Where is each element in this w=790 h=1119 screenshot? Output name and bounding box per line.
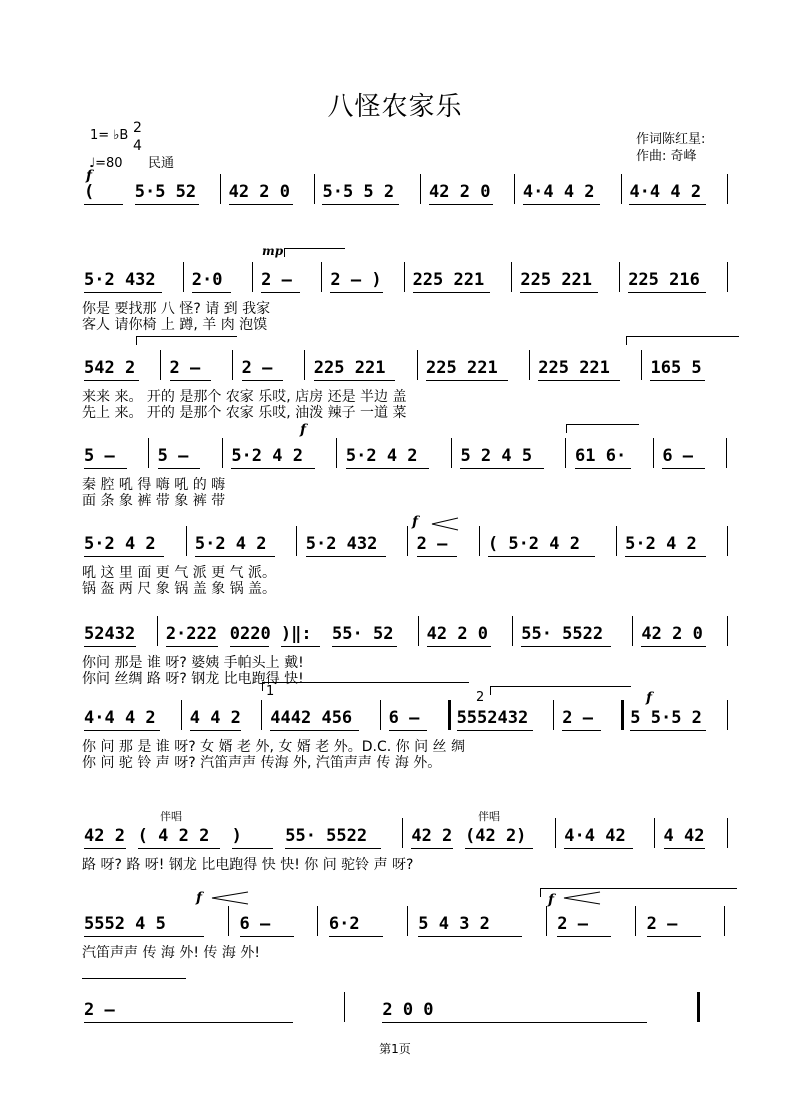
score-line-5 <box>78 534 740 604</box>
barline <box>404 262 405 292</box>
dynamic-f-3: f <box>412 514 419 530</box>
note-group: 42 2 0 <box>641 624 703 644</box>
barline <box>726 438 727 468</box>
barline <box>553 700 554 730</box>
underline-beam <box>84 1022 293 1023</box>
note-group: 2 – <box>169 358 201 378</box>
barline <box>511 262 512 292</box>
barline <box>632 616 633 646</box>
underline-beam <box>322 204 399 205</box>
barline <box>228 906 229 936</box>
underline-beam <box>229 204 293 205</box>
underline-beam <box>84 380 139 381</box>
lyrics-verse-1: 吼 这 里 面 更 气 派 更 气 派。 <box>82 565 277 581</box>
barline <box>304 350 305 380</box>
underline-beam <box>135 204 199 205</box>
barline <box>727 818 728 848</box>
underline-beam <box>84 730 160 731</box>
note-group: 2 – ) <box>330 270 382 290</box>
dynamic-f-2: f <box>300 422 307 438</box>
accompaniment-mark-2: 伴唱 <box>478 810 500 823</box>
volta-2-label: 2 <box>476 690 485 705</box>
note-group: 5552 4 5 <box>84 914 166 934</box>
underline-beam <box>630 730 706 731</box>
lyrics-verse-1: 来来 来。 开的 是那个 农家 乐哎, 店房 还是 半边 盖 <box>82 389 407 405</box>
page-number: 第1页 <box>379 1042 411 1056</box>
note-group: 4·4 4 2 <box>629 182 702 202</box>
note-group: 2 – <box>562 708 594 728</box>
underline-beam <box>523 204 600 205</box>
underline-beam <box>192 292 231 293</box>
barline <box>252 262 253 292</box>
volta-bracket-6 <box>566 424 639 433</box>
volta-bracket-5 <box>626 336 739 345</box>
barline <box>222 438 223 468</box>
note-group: ( 5·2 4 2 <box>487 534 580 554</box>
note-group: 5·2 4 2 <box>345 446 418 466</box>
note-group: (42 2) <box>465 826 527 846</box>
note-group: 2 – <box>416 534 448 554</box>
barline <box>621 700 624 730</box>
underline-beam <box>84 556 164 557</box>
underline-beam <box>538 380 620 381</box>
underline-beam <box>628 292 706 293</box>
lyrics-verse-1: 路 呀? 路 呀! 钢龙 比电跑得 快 快! 你 问 驼铃 声 呀? <box>82 857 414 873</box>
barline <box>344 992 345 1022</box>
note-group: 225 221 <box>313 358 386 378</box>
lyrics-verse-2: 你问 丝绸 路 呀? 钢龙 比电跑得 快! <box>82 671 304 687</box>
barline <box>621 174 622 204</box>
dynamic-f-4: f <box>646 690 653 706</box>
note-group: 5 5·5 2 <box>630 708 702 728</box>
note-group: 55· 5522 <box>521 624 604 644</box>
underline-beam <box>460 468 543 469</box>
note-group: 4·4 42 <box>564 826 626 846</box>
barline <box>697 992 700 1022</box>
key-signature: 1= ♭B <box>90 128 129 143</box>
barline <box>448 700 451 730</box>
underline-beam <box>650 380 705 381</box>
note-group: 6 – <box>239 914 271 934</box>
note-group: 6·2 <box>328 914 360 934</box>
score-line-4 <box>78 446 740 516</box>
note-group: 225 221 <box>538 358 610 378</box>
note-group: 5 – <box>84 446 115 466</box>
barline <box>512 616 513 646</box>
crescendo-hairpin-1 <box>430 516 460 532</box>
barline <box>727 700 728 730</box>
dynamic-f-1: f <box>86 168 93 184</box>
underline-beam <box>314 380 396 381</box>
note-group: 5·2 4 2 <box>194 534 267 554</box>
note-group: 4·4 4 2 <box>84 708 156 728</box>
barline <box>407 526 408 556</box>
underline-beam <box>521 646 611 647</box>
lyrics-verse-2: 你 问 驼 铃 声 呀? 汽笛声声 传海 外, 汽笛声声 传 海 外。 <box>82 755 442 771</box>
lyrics-verse-1: 你 问 那 是 谁 呀? 女 婿 老 外, 女 婿 老 外。D.C. 你 问 丝 绸 <box>82 739 465 755</box>
underline-beam <box>625 556 705 557</box>
note-group: 0220 <box>229 624 271 644</box>
note-group: 5·2 432 <box>84 270 156 290</box>
volta-bracket-1 <box>262 682 469 691</box>
underline-beam <box>629 204 706 205</box>
note-group: ( 4 2 2 <box>137 826 210 846</box>
time-signature-top: 2 <box>133 120 142 136</box>
barline <box>654 818 655 848</box>
underline-beam <box>306 556 386 557</box>
barline <box>555 818 556 848</box>
underline-beam <box>329 936 383 937</box>
barline <box>181 700 182 730</box>
barline <box>314 174 315 204</box>
volta-bracket-7 <box>540 888 737 897</box>
barline <box>546 906 547 936</box>
note-group: 42 2 <box>84 826 125 846</box>
barline <box>641 350 642 380</box>
barline <box>148 438 149 468</box>
dynamic-mp: mp <box>262 244 284 258</box>
lyrics-verse-2: 锅 盔 两 尺 象 锅 盖 象 锅 盖。 <box>82 581 277 597</box>
note-group: 55· 52 <box>332 624 394 644</box>
underline-beam <box>662 468 705 469</box>
underline-beam <box>230 646 269 647</box>
note-group: 542 2 <box>84 358 136 378</box>
barline <box>724 906 725 936</box>
note-group: 42 2 0 <box>426 624 489 644</box>
underline-beam <box>418 936 522 937</box>
barline <box>514 174 515 204</box>
note-group: 5 2 4 5 <box>460 446 533 466</box>
underline-beam <box>240 936 294 937</box>
note-group: 42 2 0 <box>228 182 291 202</box>
barline <box>220 174 221 204</box>
barline <box>727 616 728 646</box>
barline <box>653 438 654 468</box>
underline-beam <box>242 380 283 381</box>
time-signature-bottom: 4 <box>133 138 142 154</box>
note-group: 2·222 <box>165 624 217 644</box>
underline-beam <box>84 646 136 647</box>
barline <box>420 174 421 204</box>
underline-beam <box>346 468 429 469</box>
note-group: ) <box>231 826 242 846</box>
note-group: 2 – <box>241 358 273 378</box>
tempo-mark: ♩=80 <box>89 156 123 171</box>
barline <box>186 526 187 556</box>
note-group: 2 – <box>557 914 588 934</box>
dynamic-f-6: f <box>548 892 555 908</box>
barline <box>616 526 617 556</box>
underline-beam <box>281 646 320 647</box>
underline-beam <box>564 848 632 849</box>
barline <box>565 438 566 468</box>
note-group: 225 221 <box>412 270 485 290</box>
score-line-1 <box>78 182 740 252</box>
underline-beam <box>332 646 397 647</box>
lyrics-verse-1: 秦 腔 吼 得 嗨 吼 的 嗨 <box>82 477 226 493</box>
volta-1-label: 1 <box>266 684 275 699</box>
barline <box>336 438 337 468</box>
note-group: 4 4 2 <box>189 708 241 728</box>
page-title: 八怪农家乐 <box>327 92 463 122</box>
underline-beam <box>270 730 359 731</box>
barline <box>321 262 322 292</box>
lyrics-verse-2: 先上 来。 开的 是那个 农家 乐哎, 油泼 辣子 一道 菜 <box>82 405 407 421</box>
note-group: 2 – <box>646 914 678 934</box>
note-group: 4442 456 <box>270 708 353 728</box>
note-group: 5·2 4 2 <box>231 446 303 466</box>
volta-bracket-4 <box>136 336 237 345</box>
underline-beam <box>488 556 595 557</box>
lyrics-verse-1: 汽笛声声 传 海 外! 传 海 外! <box>82 945 260 961</box>
dynamic-f-5: f <box>196 890 203 906</box>
underline-beam <box>232 848 274 849</box>
style-mark: 民通 <box>148 156 175 171</box>
note-group: 6 – <box>388 708 420 728</box>
barline <box>727 526 728 556</box>
underline-beam <box>84 936 204 937</box>
lyrics-verse-1: 你问 那是 谁 呀? 婆姨 手帕头上 戴! <box>82 655 304 671</box>
volta-bracket-8 <box>82 978 186 987</box>
underline-beam <box>170 380 211 381</box>
note-group: ( <box>84 182 95 202</box>
barline <box>402 818 403 848</box>
lyricist-credit: 作词陈红星: <box>636 132 706 147</box>
barline <box>317 906 318 936</box>
underline-beam <box>520 292 598 293</box>
barline <box>380 700 381 730</box>
volta-bracket-2 <box>490 686 631 695</box>
barline <box>407 906 408 936</box>
barline <box>727 262 728 292</box>
score-line-8 <box>78 826 740 896</box>
underline-beam <box>330 292 382 293</box>
score-line-2 <box>78 270 740 340</box>
underline-beam <box>190 730 241 731</box>
note-group: 5·5 52 <box>134 182 197 202</box>
barline <box>451 438 452 468</box>
score-line-3 <box>78 358 740 428</box>
note-group: 5·2 432 <box>305 534 378 554</box>
barline <box>727 174 728 204</box>
underline-beam <box>641 646 706 647</box>
note-group: 2 0 0 <box>382 1000 434 1020</box>
underline-beam <box>285 848 380 849</box>
barline <box>479 526 480 556</box>
underline-beam <box>231 468 314 469</box>
barline <box>296 526 297 556</box>
note-group: 5 4 3 2 <box>418 914 490 934</box>
note-group: 5 – <box>157 446 189 466</box>
underline-beam <box>158 468 201 469</box>
note-group: 2 – <box>261 270 292 290</box>
underline-beam <box>84 292 162 293</box>
note-group: 42 2 <box>411 826 453 846</box>
underline-beam <box>389 730 427 731</box>
barline <box>418 616 419 646</box>
underline-beam <box>426 380 508 381</box>
note-group: 165 5 <box>650 358 702 378</box>
note-group: )‖: <box>280 624 312 644</box>
underline-beam <box>427 646 492 647</box>
score-line-10 <box>78 1000 740 1070</box>
underline-beam <box>457 730 533 731</box>
volta-bracket-3 <box>284 248 345 257</box>
note-group: 2·0 <box>191 270 223 290</box>
barline <box>635 906 636 936</box>
underline-beam <box>417 556 458 557</box>
underline-beam <box>195 556 275 557</box>
underline-beam <box>382 1022 646 1023</box>
note-group: 42 2 0 <box>429 182 491 202</box>
barline <box>529 350 530 380</box>
underline-beam <box>411 848 453 849</box>
lyrics-verse-2: 客人 请你椅 上 蹲, 羊 肉 泡馍 <box>82 317 268 333</box>
note-group: 5·2 4 2 <box>625 534 697 554</box>
barline <box>261 700 262 730</box>
note-group: 55· 5522 <box>285 826 368 846</box>
accompaniment-mark-1: 伴唱 <box>160 810 182 823</box>
underline-beam <box>465 848 533 849</box>
note-group: 5552432 <box>456 708 529 728</box>
underline-beam <box>647 936 701 937</box>
underline-beam <box>557 936 611 937</box>
lyrics-verse-1: 你是 要找那 八 怪? 请 到 我家 <box>82 301 271 317</box>
note-group: 225 221 <box>520 270 593 290</box>
barline <box>417 350 418 380</box>
score-line-9 <box>78 914 740 984</box>
underline-beam <box>166 646 218 647</box>
barline <box>160 350 161 380</box>
underline-beam <box>138 848 220 849</box>
barline <box>157 616 158 646</box>
underline-beam <box>84 204 123 205</box>
underline-beam <box>429 204 493 205</box>
composer-credit: 作曲: 奇峰 <box>636 149 697 164</box>
underline-beam <box>575 468 631 469</box>
underline-beam <box>261 292 300 293</box>
lyrics-verse-2: 面 条 象 裤 带 象 裤 带 <box>82 493 226 509</box>
score-line-7 <box>78 708 740 778</box>
note-group: 5·5 5 2 <box>322 182 395 202</box>
barline <box>619 262 620 292</box>
underline-beam <box>562 730 600 731</box>
note-group: 6 – <box>662 446 694 466</box>
note-group: 4 42 <box>663 826 705 846</box>
underline-beam <box>413 292 491 293</box>
underline-beam <box>84 848 126 849</box>
note-group: 5·2 4 2 <box>84 534 156 554</box>
note-group: 4·4 4 2 <box>522 182 595 202</box>
underline-beam <box>84 468 127 469</box>
note-group: 225 216 <box>628 270 700 290</box>
note-group: 225 221 <box>426 358 498 378</box>
note-group: 52432 <box>84 624 136 644</box>
underline-beam <box>664 848 706 849</box>
crescendo-hairpin-2 <box>210 890 250 906</box>
barline <box>232 350 233 380</box>
note-group: 61 6· <box>575 446 627 466</box>
note-group: 2 – <box>84 1000 115 1020</box>
barline <box>183 262 184 292</box>
